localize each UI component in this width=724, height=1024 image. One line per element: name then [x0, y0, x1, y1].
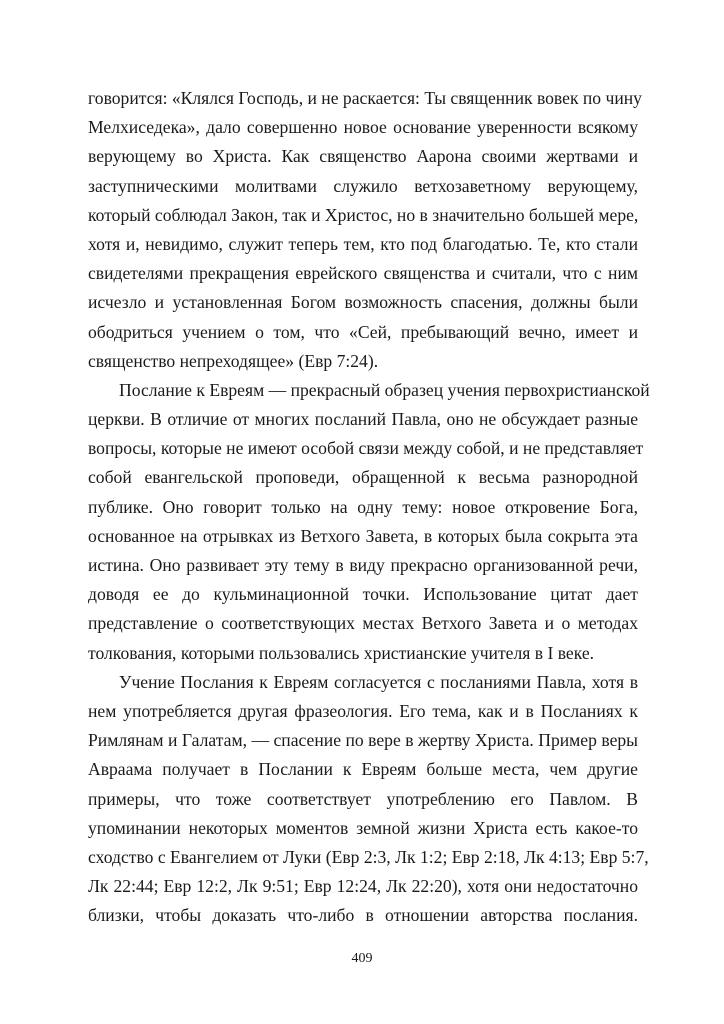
- text-line: сходство с Евангелием от Луки (Евр 2:3, Лк 1:2; Евр 2:18, Лк 4:13; Евр 5:7,: [88, 846, 649, 867]
- text-line: верующему во Христа. Как священство Аарона своими жертвами и: [88, 146, 638, 167]
- text-line: исчезло и установленная Богом возможность спасения, должны были: [88, 292, 638, 313]
- text-line: Лк 22:44; Евр 12:2, Лк 9:51; Евр 12:24, Лк 22:20), хотя они недостаточно: [88, 876, 638, 897]
- text-line: близки, чтобы доказать что-либо в отношении авторства послания.: [88, 905, 638, 926]
- text-line: публике. Оно говорит только на одну тему: новое откровение Бога,: [88, 496, 638, 517]
- text-line: нем употребляется другая фразеология. Его тема, как и в Посланиях к: [88, 700, 638, 721]
- text-line: собой евангельской проповеди, обращенной к весьма разнородной: [88, 467, 638, 488]
- text-line: вопросы, которые не имеют особой связи между собой, и не представляет: [88, 438, 644, 459]
- text-line: Мелхиседека», дало совершенно новое основание уверенности всякому: [88, 117, 638, 138]
- text-line: Учение Послания к Евреям согласуется с посланиями Павла, хотя в: [119, 671, 638, 692]
- text-line: упоминании некоторых моментов земной жизни Христа есть какое-то: [88, 817, 638, 838]
- text-line: примеры, что тоже соответствует употреблению его Павлом. В: [88, 788, 638, 809]
- text-line: который соблюдал Закон, так и Христос, но в значительно большей мере,: [88, 204, 639, 225]
- text-line: ободриться учением о том, что «Сей, пребывающий вечно, имеет и: [88, 321, 638, 342]
- text-line: толкования, которыми пользовались христианские учителя в I веке.: [88, 642, 595, 663]
- text-line: Авраама получает в Послании к Евреям больше места, чем другие: [88, 759, 638, 780]
- text-line: истина. Оно развивает эту тему в виду прекрасно организованной речи,: [88, 555, 638, 575]
- text-line: заступническими молитвами служило ветхозаветному верующему,: [88, 175, 638, 196]
- text-line: Послание к Евреям — прекрасный образец учения первохристианской: [119, 379, 650, 400]
- body-text: [88, 84, 650, 930]
- text-line: доводя ее до кульминационной точки. Использование цитат дает: [88, 584, 638, 605]
- text-line: Римлянам и Галатам, — спасение по вере в жертву Христа. Пример веры: [88, 730, 638, 751]
- text-line: церкви. В отличие от многих посланий Павла, оно не обсуждает разные: [88, 409, 638, 430]
- page-number: 409: [351, 951, 373, 966]
- text-line: священство непреходящее» (Евр 7:24).: [88, 350, 379, 371]
- text-line: основанное на отрывках из Ветхого Завета, в которых была сокрыта эта: [88, 525, 638, 546]
- text-line: свидетелями прекращения еврейского священства и считали, что с ним: [88, 263, 638, 284]
- text-line: говорится: «Клялся Господь, и не раскается: Ты священник вовек по чину: [88, 88, 642, 108]
- text-line: представление о соответствующих местах Ветхого Завета и о методах: [88, 613, 638, 634]
- text-line: хотя и, невидимо, служит теперь тем, кто под благодатью. Те, кто стали: [88, 233, 638, 254]
